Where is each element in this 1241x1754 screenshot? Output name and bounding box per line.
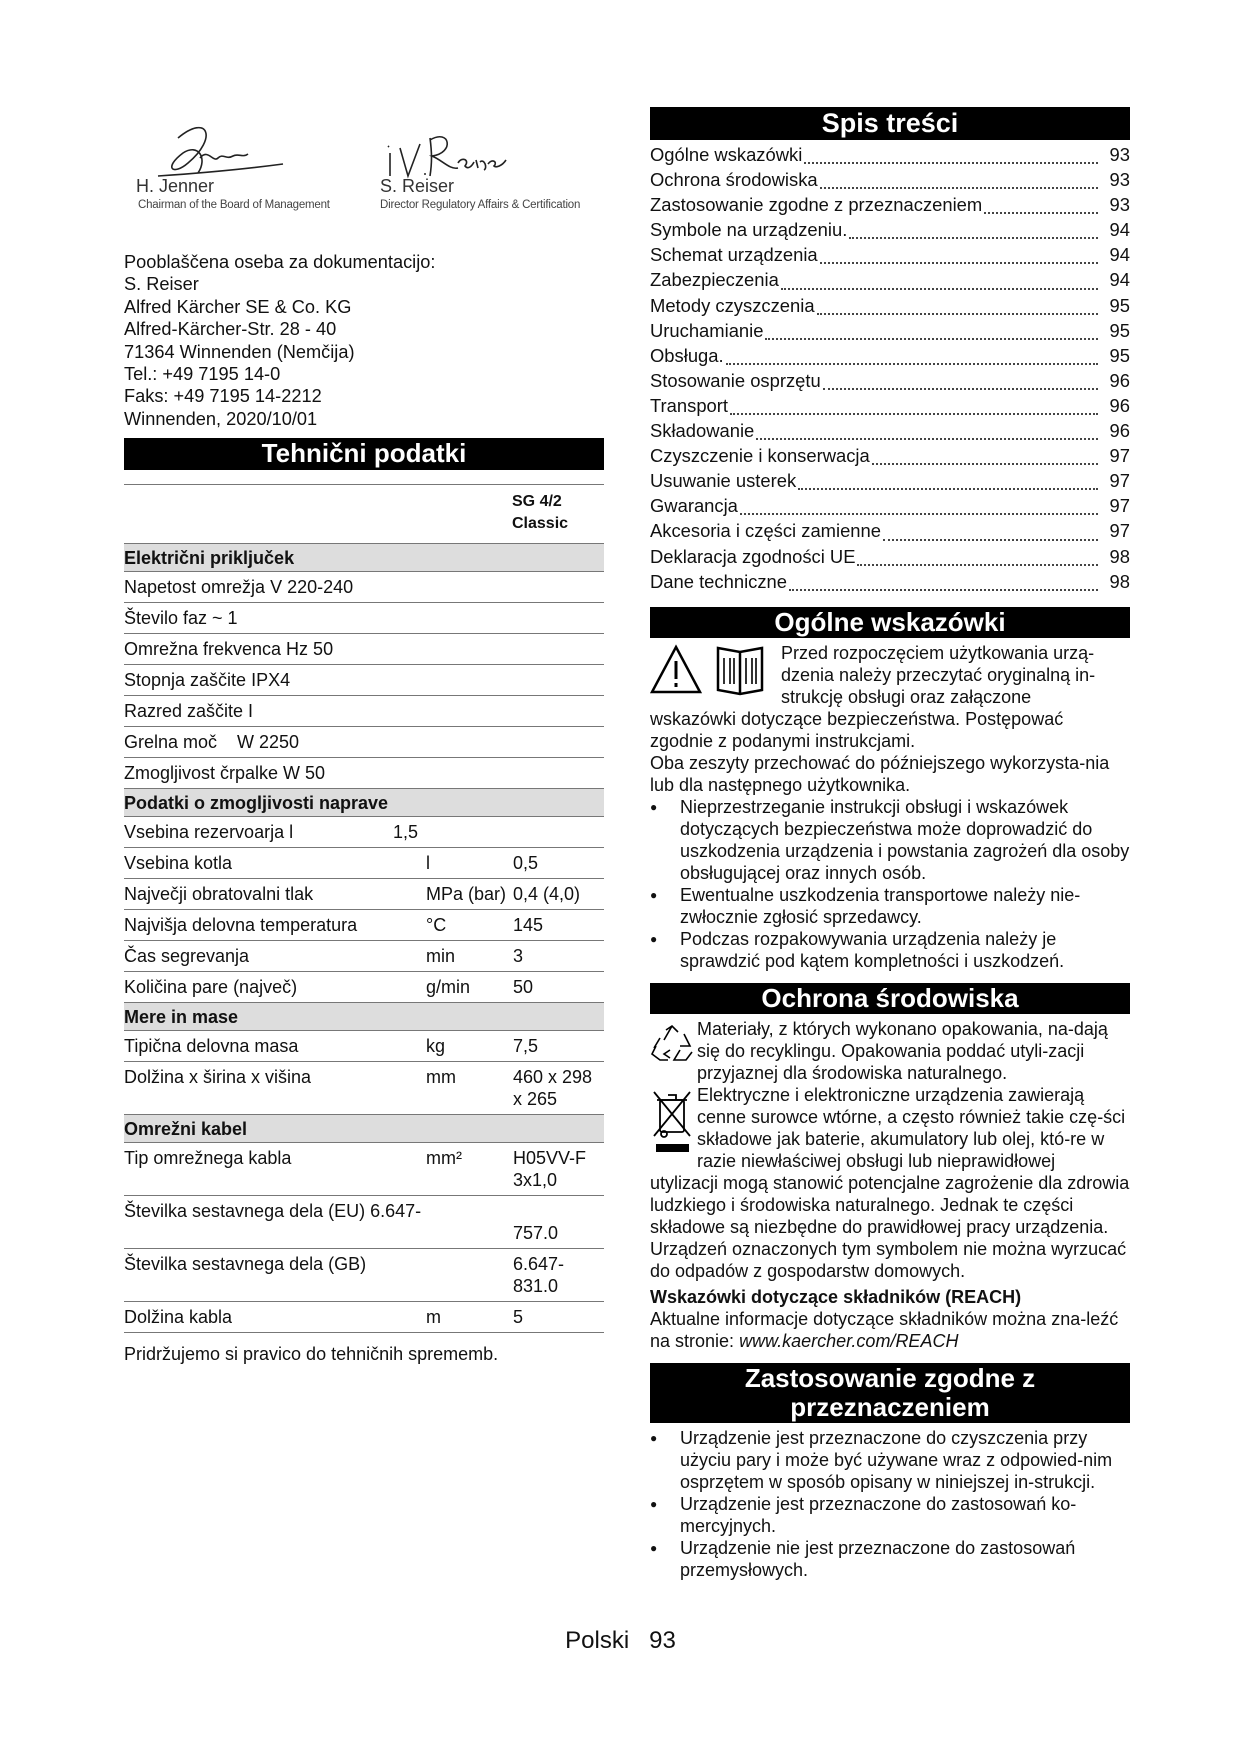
spec-label: Količina pare (največ) (124, 977, 298, 998)
page-footer (0, 1627, 1241, 1655)
toc-list (650, 144, 1130, 596)
reach-text (650, 1308, 1130, 1352)
spec-label: Najvišja delovna temperatura (124, 915, 358, 936)
toc-item[interactable] (650, 295, 1130, 320)
toc-label: Usuwanie usterek (650, 470, 797, 492)
toc-label: Stosowanie osprzętu (650, 369, 821, 391)
spec-label: Tip omrežnega kabla (124, 1148, 292, 1169)
right-column (650, 107, 1130, 1581)
toc-page: 95 (1109, 319, 1130, 341)
reach-text-body: Aktualne informacje dotyczące składników można zna-leźć na stronie: (650, 1308, 1119, 1351)
spec-value: 5 (513, 1307, 524, 1328)
toc-page: 97 (1109, 470, 1130, 492)
toc-label: Zastosowanie zgodne z przeznaczeniem (650, 194, 983, 216)
footer-language: Polski (565, 1627, 630, 1654)
toc-page: 95 (1109, 294, 1130, 316)
spec-value (513, 634, 604, 665)
signatures (124, 118, 604, 243)
address-line: S. Reiser (124, 274, 199, 295)
toc-label: Gwarancja (650, 495, 738, 517)
spec-row (124, 879, 604, 910)
toc-leader (804, 162, 1098, 164)
spec-value (513, 572, 604, 603)
spec-value (513, 758, 604, 789)
toc-label: Ochrona środowiska (650, 169, 818, 191)
environment-section (650, 1018, 1130, 1352)
spec-label: Tipična delovna masa (124, 1036, 299, 1057)
toc-page: 94 (1109, 269, 1130, 291)
toc-page: 97 (1109, 495, 1130, 517)
spec-label: Vsebina kotla (124, 853, 233, 874)
toc-leader (726, 363, 1098, 365)
spec-value: 3 (513, 946, 524, 967)
toc-label: Składowanie (650, 420, 755, 442)
toc-item[interactable] (650, 470, 1130, 495)
toc-page: 93 (1109, 169, 1130, 191)
spec-value: 0,4 (4,0) (513, 884, 581, 905)
storage-text: Oba zeszyty przechować do późniejszego wykorzysta-nia lub dla następnego użytkownika. (650, 752, 1110, 795)
toc-page: 97 (1109, 520, 1130, 542)
general-bullets (650, 796, 1130, 972)
address-line: Faks: +49 7195 14-2212 (124, 386, 322, 407)
electronics-text-cont: utylizacji mogą stanowić potencjalne zagrożenie dla zdrowia ludzkiego i środowiska naturalnego. Jednak te części składowe są niezbędne do prawidłowej pracy urządzenia. Urządzeń oznaczonych tym symbolem nie można wyrzucać do odpadów z gospodarstw domowych. (650, 1172, 1130, 1281)
spec-row (124, 603, 604, 634)
spec-value (513, 727, 604, 758)
spec-value: H05VV-F 3x1,0 (513, 1148, 587, 1191)
spec-row (124, 727, 604, 758)
spec-unit (426, 696, 513, 727)
toc-leader (849, 237, 1098, 239)
tech-data-title: Tehnični podatki (124, 438, 604, 470)
toc-leader (789, 589, 1098, 591)
spec-group-label: Mere in mase (124, 1003, 604, 1031)
toc-leader (756, 438, 1098, 440)
toc-leader (872, 463, 1098, 465)
spec-label: Številka sestavnega dela (EU) 6.647- (124, 1201, 422, 1222)
spec-unit: mm² (426, 1148, 462, 1169)
address-line: Alfred-Kärcher-Str. 28 - 40 (124, 319, 337, 340)
model-header (124, 485, 604, 544)
spec-label: Grelna moč W 2250 (124, 732, 300, 753)
reach-heading: Wskazówki dotyczące składników (REACH) (650, 1286, 1022, 1307)
list-item: ● Podczas rozpakowywania urządzenia należy je sprawdzić pod kątem kompletności i uszkodzeń. (650, 928, 1130, 972)
toc-page: 93 (1109, 144, 1130, 165)
spec-row (124, 1249, 604, 1302)
toc-label: Akcesoria i części zamienne (650, 520, 881, 542)
electronics-text: Elektryczne i elektroniczne urządzenia zawierają cenne surowce wtórne, a często również takie czę-ści składowe jak baterie, akumulatory lub olej, któ-re w razie niewłaściwej obsługi lub nieprawidłowej (697, 1084, 1126, 1171)
toc-leader (823, 388, 1098, 390)
spec-value: 145 (513, 915, 544, 936)
general-notice (650, 642, 1130, 972)
toc-page: 96 (1109, 394, 1130, 416)
spec-group-row (124, 1115, 604, 1143)
spec-unit: l (426, 853, 430, 874)
notice-line: strukcję obsługi oraz załączone (781, 686, 1032, 707)
toc-item[interactable] (650, 219, 1130, 244)
toc-label: Transport (650, 394, 729, 416)
warning-manual-icon (650, 644, 780, 696)
spec-value: 6.647-831.0 (513, 1254, 565, 1297)
toc-title: Spis treści (650, 107, 1130, 140)
spec-group-label: Električni priključek (124, 544, 604, 572)
model-line: Classic (512, 515, 569, 533)
spec-label: Vsebina rezervoarja l (124, 822, 294, 843)
toc-label: Deklaracja zgodności UE (650, 545, 856, 567)
spec-row (124, 1196, 604, 1249)
weee-bin-icon (650, 1088, 695, 1154)
toc-leader (820, 262, 1098, 264)
spec-label: Dolžina x širina x višina (124, 1067, 312, 1088)
toc-label: Czyszczenie i konserwacja (650, 445, 870, 467)
toc-label: Dane techniczne (650, 570, 787, 592)
spec-row (124, 941, 604, 972)
toc-page: 94 (1109, 219, 1130, 241)
intended-bullets (650, 1427, 1130, 1581)
spec-group-label: Podatki o zmogljivosti naprave (124, 789, 604, 817)
recycle-icon (650, 1024, 695, 1064)
toc-item[interactable] (650, 370, 1130, 395)
toc-page: 94 (1109, 244, 1130, 266)
list-item: ● Ewentualne uszkodzenia transportowe należy nie-zwłocznie zgłosić sprzedawcy. (650, 884, 1130, 928)
toc-item[interactable] (650, 395, 1130, 420)
toc-item[interactable] (650, 244, 1130, 269)
spec-group-row (124, 789, 604, 817)
spec-value (513, 696, 604, 727)
toc-leader (857, 564, 1098, 566)
spec-row (124, 972, 604, 1003)
spec-unit: 1,5 (393, 822, 419, 843)
spec-unit: min (426, 946, 456, 967)
toc-item[interactable] (650, 144, 1130, 169)
spec-value: 460 x 298 x 265 (513, 1067, 593, 1110)
packaging-text: Materiały, z których wykonano opakowania, na-dają się do recyklingu. Opakowania poddać utyli-zacji przyjaznej dla środowiska naturalnego. (697, 1018, 1108, 1083)
toc-page: 93 (1109, 194, 1130, 216)
spec-row (124, 665, 604, 696)
toc-item[interactable] (650, 345, 1130, 370)
address-line: Alfred Kärcher SE & Co. KG (124, 296, 352, 317)
spec-unit (426, 665, 513, 696)
spec-unit: m (426, 1307, 441, 1328)
left-column (124, 118, 604, 1365)
model-line: SG 4/2 (512, 493, 562, 511)
spec-row (124, 696, 604, 727)
toc-label: Metody czyszczenia (650, 294, 815, 316)
notice-line: Przed rozpoczęciem użytkowania urzą- (781, 642, 1095, 663)
signer-role: Director Regulatory Affairs & Certification (380, 199, 581, 211)
spec-row (124, 758, 604, 789)
toc-label: Uruchamianie (650, 319, 764, 341)
signer-name: S. Reiser (380, 176, 455, 196)
intended-use-title (650, 1363, 1130, 1423)
toc-label: Schemat urządzenia (650, 244, 818, 266)
spec-value: 50 (513, 977, 534, 998)
reach-link[interactable]: www.kaercher.com/REACH (739, 1330, 959, 1351)
spec-unit (426, 1196, 513, 1249)
list-item: ● Nieprzestrzeganie instrukcji obsługi i wskazówek dotyczących bezpieczeństwa może doprowadzić do uszkodzenia urządzenia i powstania zagrożeń dla osoby obsługującej oraz innych osób. (650, 796, 1130, 884)
spec-unit (426, 727, 513, 758)
toc-item[interactable] (650, 169, 1130, 194)
environment-title: Ochrona środowiska (650, 983, 1130, 1014)
notice-line: dzenia należy przeczytać oryginalną in- (781, 664, 1096, 685)
spec-value: 7,5 (513, 1036, 539, 1057)
spec-label: Stopnja zaščite IPX4 (124, 670, 291, 691)
spec-label: Dolžina kabla (124, 1307, 233, 1328)
spec-unit: °C (426, 915, 447, 936)
spec-unit (426, 634, 513, 665)
spec-label: Število faz ~ 1 (124, 608, 238, 629)
spec-unit (426, 1249, 513, 1302)
spec-row (124, 817, 604, 848)
toc-label: Obsługa. (650, 344, 724, 366)
spec-value (513, 817, 604, 848)
toc-label: Symbole na urządzeniu. (650, 219, 848, 241)
spec-row (124, 1302, 604, 1333)
signer-role: Chairman of the Board of Management (138, 199, 330, 211)
divider (124, 470, 604, 485)
spec-value: 0,5 (513, 853, 539, 874)
toc-item[interactable] (650, 495, 1130, 520)
toc-item[interactable] (650, 546, 1130, 571)
spec-unit (426, 572, 513, 603)
toc-label: Ogólne wskazówki (650, 144, 803, 165)
toc-page: 98 (1109, 570, 1130, 592)
address-line: Tel.: +49 7195 14-0 (124, 364, 281, 385)
toc-item[interactable] (650, 571, 1130, 596)
spec-value (513, 603, 604, 634)
spec-row (124, 1031, 604, 1062)
spec-group-row (124, 544, 604, 572)
address-line: Pooblaščena oseba za dokumentacijo: (124, 252, 436, 272)
toc-item[interactable] (650, 320, 1130, 345)
title-line: przeznaczeniem (790, 1391, 990, 1422)
spec-row (124, 634, 604, 665)
list-item: ● Urządzenie jest przeznaczone do czyszczenia przy użyciu pary i może być używane wraz z odpowied-nim osprzętem w sposób opisany w niniejszej in-strukcji. (650, 1427, 1130, 1493)
spec-label: Razred zaščite I (124, 701, 254, 722)
spec-label: Zmogljivost črpalke W 50 (124, 763, 326, 784)
spec-unit (426, 603, 513, 634)
toc-item[interactable] (650, 445, 1130, 470)
toc-page: 95 (1109, 344, 1130, 366)
toc-leader (781, 288, 1098, 290)
signature-jenner (138, 118, 330, 211)
toc-leader (883, 539, 1098, 541)
spec-label: Napetost omrežja V 220-240 (124, 577, 354, 598)
toc-leader (765, 338, 1098, 340)
toc-leader (984, 212, 1098, 214)
toc-page: 96 (1109, 420, 1130, 442)
list-item: ● Urządzenie jest przeznaczone do zastosowań ko-mercyjnych. (650, 1493, 1130, 1537)
tech-data-table (124, 544, 604, 1333)
spec-row (124, 1143, 604, 1196)
page-number: 93 (649, 1627, 676, 1654)
spec-row (124, 848, 604, 879)
spec-unit: mm (426, 1067, 456, 1088)
toc-page: 97 (1109, 445, 1130, 467)
toc-leader (798, 488, 1098, 490)
spec-label: Čas segrevanja (124, 946, 250, 967)
toc-leader (740, 513, 1098, 515)
toc-leader (730, 413, 1098, 415)
spec-row (124, 910, 604, 941)
general-title: Ogólne wskazówki (650, 607, 1130, 638)
spec-value: 757.0 (513, 1223, 559, 1244)
tech-note: Pridržujemo si pravico do tehničnih sprememb. (124, 1344, 499, 1365)
toc-leader (820, 187, 1098, 189)
spec-unit: MPa (bar) (426, 884, 507, 905)
signature-reiser (380, 118, 580, 211)
spec-group-label: Omrežni kabel (124, 1115, 604, 1143)
spec-label: Omrežna frekvenca Hz 50 (124, 639, 334, 660)
spec-label: Številka sestavnega dela (GB) (124, 1254, 367, 1275)
spec-unit: g/min (426, 977, 471, 998)
toc-label: Zabezpieczenia (650, 269, 779, 291)
spec-row (124, 1062, 604, 1115)
notice-text: wskazówki dotyczące bezpieczeństwa. Postępować zgodnie z podanymi instrukcjami. (650, 708, 1064, 751)
toc-item[interactable] (650, 194, 1130, 219)
address-line: 71364 Winnenden (Nemčija) (124, 341, 355, 362)
title-line: Zastosowanie zgodne z (744, 1362, 1036, 1393)
toc-leader (817, 313, 1098, 315)
spec-unit: kg (426, 1036, 446, 1057)
spec-unit (426, 758, 513, 789)
toc-page: 96 (1109, 369, 1130, 391)
spec-row (124, 572, 604, 603)
toc-item[interactable] (650, 269, 1130, 294)
toc-item[interactable] (650, 520, 1130, 545)
address-line: Winnenden, 2020/10/01 (124, 408, 318, 429)
authorized-person-block (124, 251, 604, 430)
toc-page: 98 (1109, 545, 1130, 567)
model-name (124, 485, 604, 541)
spec-label: Največji obratovalni tlak (124, 884, 314, 905)
list-item: ● Urządzenie nie jest przeznaczone do zastosowań przemysłowych. (650, 1537, 1130, 1581)
signer-name: H. Jenner (136, 176, 215, 196)
spec-group-row (124, 1003, 604, 1031)
spec-value (513, 665, 604, 696)
toc-item[interactable] (650, 420, 1130, 445)
